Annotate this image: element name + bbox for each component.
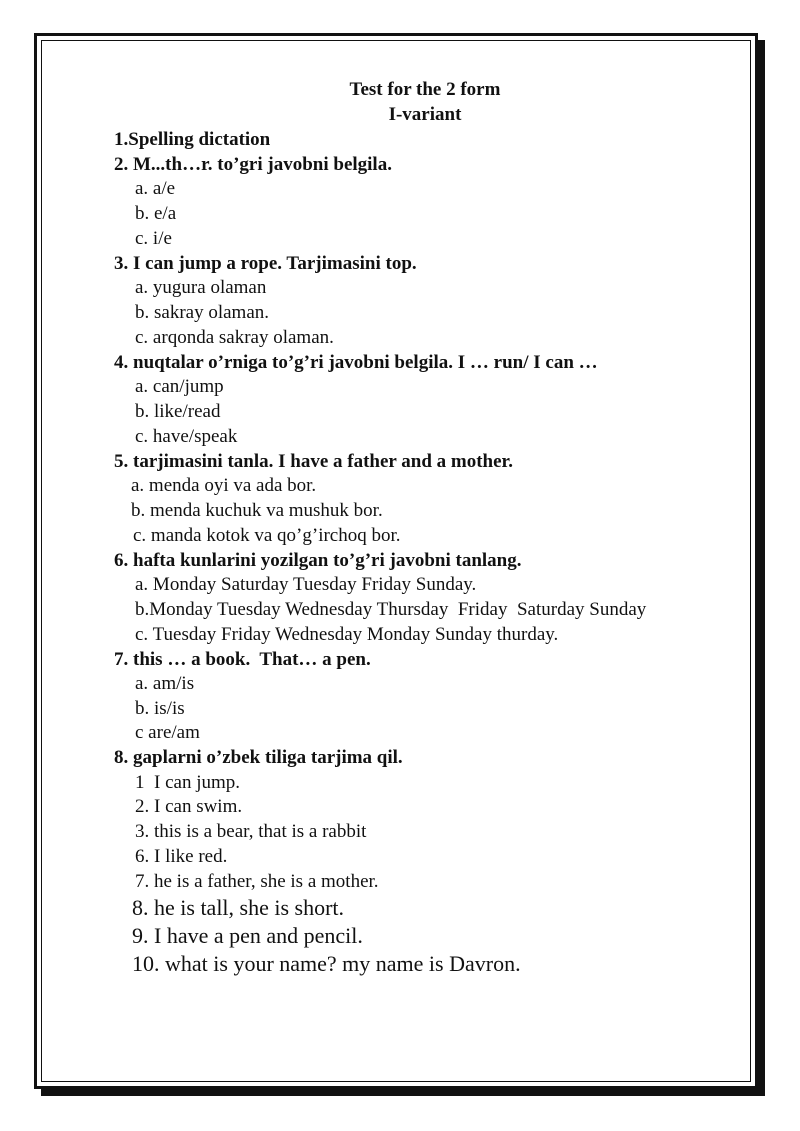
- option-3c: c. arqonda sakray olaman.: [135, 327, 334, 348]
- option-5c: c. manda kotok va qo’g’irchoq bor.: [133, 525, 401, 546]
- option-2b: b. e/a: [135, 203, 177, 224]
- question-3: 3. I can jump a rope. Tarjimasini top.: [114, 253, 417, 274]
- option-6b: b.Monday Tuesday Wednesday Thursday Friday Saturday Sunday: [135, 599, 647, 620]
- sentence-3: 3. this is a bear, that is a rabbit: [135, 821, 367, 842]
- option-2c: c. i/e: [135, 228, 172, 249]
- question-2: 2. M...th…r. to’gri javobni belgila.: [114, 154, 392, 175]
- option-5a: a. menda oyi va ada bor.: [131, 475, 317, 496]
- option-7a: a. am/is: [135, 673, 195, 694]
- question-7: 7. this … a book. That… a pen.: [114, 649, 371, 670]
- option-5b: b. menda kuchuk va mushuk bor.: [131, 500, 383, 521]
- sentence-7: 7. he is a father, she is a mother.: [135, 871, 379, 892]
- sentence-10: 10. what is your name? my name is Davron.: [132, 951, 521, 976]
- option-4c: c. have/speak: [135, 426, 238, 447]
- question-5: 5. tarjimasini tanla. I have a father and a mother.: [114, 451, 513, 472]
- option-7c: c are/am: [135, 722, 200, 743]
- question-8: 8. gaplarni o’zbek tiliga tarjima qil.: [114, 747, 403, 768]
- option-6a: a. Monday Saturday Tuesday Friday Sunday.: [135, 574, 477, 595]
- option-3b: b. sakray olaman.: [135, 302, 270, 323]
- option-6c: c. Tuesday Friday Wednesday Monday Sunday thurday.: [135, 624, 559, 645]
- sentence-8: 8. he is tall, she is short.: [132, 895, 345, 920]
- page-title: Test for the 2 form: [349, 79, 501, 100]
- sentence-6: 6. I like red.: [135, 846, 228, 867]
- question-4: 4. nuqtalar o’rniga to’g’ri javobni belgila. I … run/ I can …: [114, 352, 598, 373]
- sentence-1: 1 I can jump.: [135, 772, 241, 793]
- sentence-2: 2. I can swim.: [135, 796, 243, 817]
- option-2a: a. a/e: [135, 178, 176, 199]
- option-4a: a. can/jump: [135, 376, 224, 397]
- question-6: 6. hafta kunlarini yozilgan to’g’ri javobni tanlang.: [114, 550, 522, 571]
- question-1: 1.Spelling dictation: [114, 129, 271, 150]
- option-7b: b. is/is: [135, 698, 185, 719]
- variant-title: I-variant: [388, 104, 462, 125]
- option-4b: b. like/read: [135, 401, 221, 422]
- option-3a: a. yugura olaman: [135, 277, 267, 298]
- sentence-9: 9. I have a pen and pencil.: [132, 923, 363, 948]
